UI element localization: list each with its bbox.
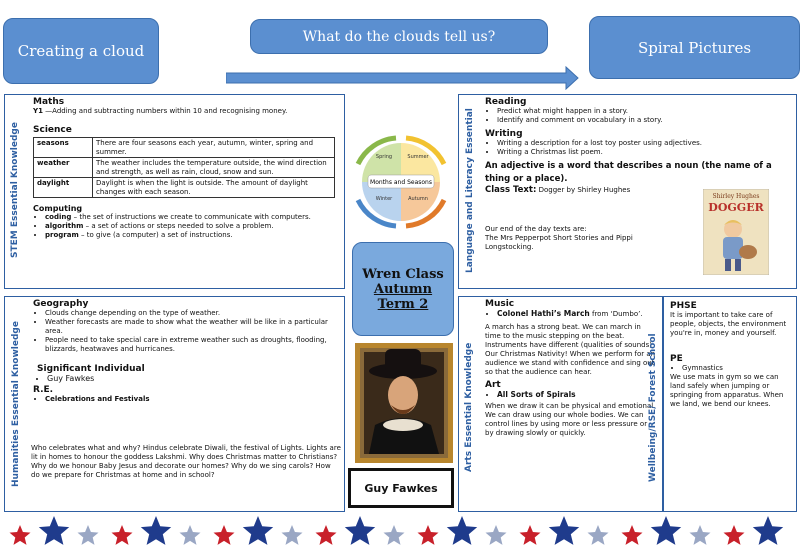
end-of-day-2: The Mrs Pepperpot Short Stories and Pippi Longstocking. [485,234,633,251]
wren-class-pill [352,242,454,336]
guy-fawkes-caption-box [348,468,454,508]
star-icon [345,516,375,545]
phse-heading: PHSE [670,301,697,311]
season-autumn: Autumn [408,196,428,202]
writing-heading: Writing [485,129,523,139]
dogger-book-cover [703,189,769,275]
list-item: • Identify and comment on vocabulary in a story. [497,116,785,125]
list-item: • program – to give (a computer) a set of instructions. [45,231,338,240]
list-item: • coding – the set of instructions we create to communicate with computers. [45,213,338,222]
pe-text: We use mats in gym so we can land safely when jumping or springing from apparatus. When we land, we bend our knees. [670,373,784,408]
adjective-definition: An adjective is a word that describes a noun (the name of a thing or a place). [485,161,772,184]
star-icon [588,525,609,545]
star-icon [39,516,69,545]
class-text: Class Text: Dogger by Shirley Hughes [485,185,631,195]
star-icon [651,516,681,545]
star-border [0,512,801,547]
re-text: Who celebrates what and why? Hindus celebrate Diwali, the festival of Lights. Lights are lit in homes to honour the goddess Lakshmi. Why does Christmas matter to Christians? Why do we honour Baby Jesus and decorate our homes? Why do we sing carols? How do we prepare for Christmas at home and in school? [31,444,341,479]
nativity-text: Our Christmas Nativity! When we perform for an audience we stand with confidence and sing out so that the audience can hear. [485,350,656,376]
list-item: • Writing a description for a lost toy poster using adjectives. [497,139,785,148]
star-icon [520,525,541,545]
season-summer: Summer [407,154,429,160]
star-icon [180,525,201,545]
star-icon [112,525,133,545]
list-item: • Guy Fawkes [47,374,341,383]
class-name: Wren Class [362,266,444,282]
pe-heading: PE [670,354,683,364]
list-item: • Writing a Christmas list poem. [497,148,785,157]
season-winter: Winter [375,196,393,202]
art-text: When we draw it can be physical and emotional. We can draw using our whole bodies. We can control lines by using more or less pressure or by drawing slowly or quickly. [485,402,656,437]
guy-fawkes-portrait [355,343,453,463]
wellbeing-panel [648,296,797,512]
spiral-pictures-header [589,16,800,79]
star-icon [447,516,477,545]
list-item: • All Sorts of Spirals [497,390,657,399]
geography-list [33,309,341,354]
table-row: weather The weather includes the temperature outside, the wind direction and strength, as well as rain, cloud, snow and sun. [34,158,335,178]
book-title: DOGGER [708,201,764,214]
maths-text: Y1 —Adding and subtracting numbers within 10 and recognising money. [33,107,288,115]
star-icon [549,516,579,545]
stem-panel [4,94,345,289]
clouds-question-label: What do the clouds tell us? [302,28,496,45]
season-spring: Spring [375,154,393,160]
star-icon [141,516,171,545]
wellbeing-side-label: Wellbeing/RSE/ Forest School [648,333,658,483]
end-of-day-1: Our end of the day texts are: [485,225,587,233]
list-item: • Gymnastics [682,364,792,373]
humanities-side-label: Humanities Essential Knowledge [11,321,21,487]
music-text: A march has a strong beat. We can march in time to the music stepping on the beat. Instruments have different (qualities of sounds) [485,323,652,349]
seasons-title: Months and Seasons [370,179,432,186]
maths-heading: Maths [33,97,65,107]
significant-individual-heading: Significant Individual [37,364,145,374]
term-number: Term 2 [377,296,429,312]
list-item: • Celebrations and Festivals [45,395,341,404]
phse-text: It is important to take care of people, objects, the environment you're in, money and yourself. [670,311,787,337]
book-author: Shirley Hughes [712,193,760,200]
reading-heading: Reading [485,97,527,107]
music-heading: Music [485,299,515,309]
re-heading: R.E. [33,385,54,395]
literacy-panel [458,94,797,289]
star-icon [243,516,273,545]
star-icon [282,525,303,545]
star-icon [753,516,783,545]
clouds-question-header [250,19,548,54]
reading-list [485,107,785,125]
list-item: • Clouds change depending on the type of weather. [45,309,341,318]
star-icon [622,525,643,545]
spiral-pictures-label: Spiral Pictures [637,38,752,57]
star-icon [10,525,31,545]
star-icon [724,525,745,545]
science-table [33,137,335,198]
star-icon [690,525,711,545]
list-item: • Colonel Hathi’s March from ‘Dumbo’. [497,309,657,319]
star-icon [78,525,99,545]
star-icon [316,525,337,545]
arts-side-label: Arts Essential Knowledge [464,342,474,472]
term-season: Autumn [373,281,433,297]
months-seasons-wheel [346,134,456,230]
literacy-side-label: Language and Literacy Essential [465,108,475,274]
list-item: • Weather forecasts are made to show what the weather will be like in a particular area. [45,318,341,336]
writing-list [485,139,785,157]
stem-side-label: STEM Essential Knowledge [10,122,20,258]
creating-cloud-header [3,18,159,84]
right-arrow-icon [226,66,580,90]
list-item: • Predict what might happen in a story. [497,107,785,116]
art-heading: Art [485,380,501,390]
star-icon [214,525,235,545]
computing-heading: Computing [33,204,83,213]
table-row: daylight Daylight is when the light is outside. The amount of daylight changes with each season. [34,178,335,198]
star-icon [486,525,507,545]
star-icon [384,525,405,545]
list-item: • People need to take special care in extreme weather such as droughts, flooding, blizzards, heatwaves and hurricanes. [45,336,341,354]
computing-list [33,213,338,240]
star-icon [418,525,439,545]
guy-fawkes-caption: Guy Fawkes [364,481,438,495]
science-heading: Science [33,125,72,135]
geography-heading: Geography [33,299,89,309]
list-item: • algorithm – a set of actions or steps needed to solve a problem. [45,222,338,231]
creating-cloud-label: Creating a cloud [17,42,145,60]
table-row: seasons There are four seasons each year, autumn, winter, spring and summer. [34,138,335,158]
humanities-panel [4,296,345,512]
arts-panel [458,296,663,512]
